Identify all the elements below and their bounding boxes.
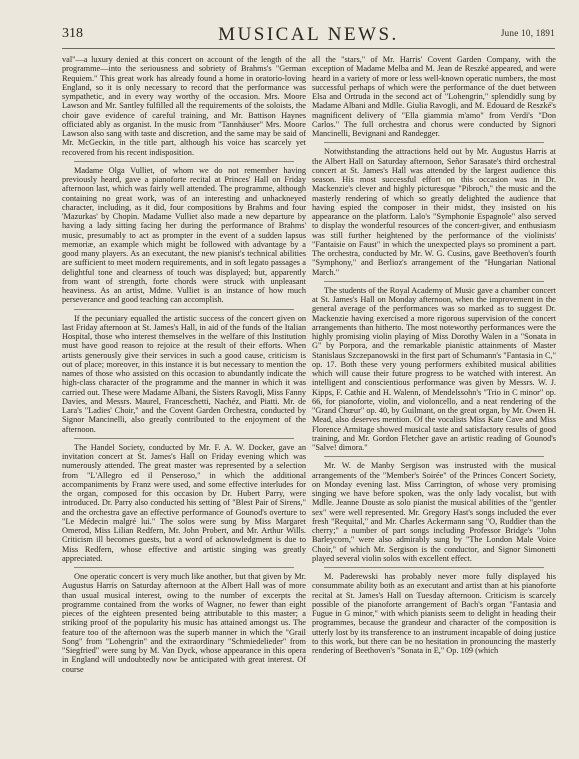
- section-divider: [324, 567, 544, 568]
- article-paragraph: val"—a luxury denied at this concert on account of the length of the programme—into the seriousness and sobriety of Brahms's "German Requiem." This great work has already found a home in oratorio-loving England, so it is only necessary to record that the performance was sympathetic, and in every way worthy of the occasion. Mrs. Moore Lawson and Mr. Santley fulfilled all the requirements of the soloists, the choir gave evidence of careful training, and Mr. Battison Haynes officiated ably as organist. In the music from "Tannhäuser" Mrs. Moore Lawson also sang with taste and discretion, and the same may be said of Mr. McGeckin, in the title part, although his voice has scarcely yet recovered from his recent indisposition.: [62, 55, 306, 157]
- article-paragraph: Madame Olga Vulliet, of whom we do not remember having previously heard, gave a pianoforte recital at Princes' Hall on Friday afternoon last, which was fairly well attended. The programme, although containing no great work, was of an interesting and unhackneyed character, including, as it did, four compositions by Brahms and four 'Mazurkas' by Chopin. Madame Vulliet also made a new departure by having a lady sitting facing her during the performance of Brahms' music, presumably to act as prompter in the event of a sudden lapsus memoriæ, an example which might be followed with advantage by a good many players. As an executant, the new pianist's technical abilities are sufficient to meet modern requirements, and in soft legato passages a delightful tone and clearness of touch was displayed; but, apparently from want of strength, forte chords were struck with unpleasant heaviness. As an artist, Mdme. Vulliet is an instance of how much perseverance and good teaching can accomplish.: [62, 165, 306, 305]
- section-divider: [74, 161, 294, 162]
- article-paragraph: The Handel Society, conducted by Mr. F. A. W. Docker, gave an invitation concert at St. James's Hall on Friday evening which was numerously attended. The great master was represented by a selection from "L'Allegro ed il Penseroso," in which the additional accompaniments by Franz were used, and some effective interludes for the organ, composed for this occasion by Dr. Hubert Parry, were introduced. Dr. Parry also conducted his setting of "Blest Pair of Sirens," and the orchestra gave an effective performance of Gounod's overture to "Le Médecin malgré lui." The solos were sung by Miss Margaret Omerod, Miss Lilian Redfern, Mr. John Probert, and Mr. Arthur Wills. Criticism ill becomes guests, but a word of acknowledgment is due to Miss Redfern, whose effective and artistic singing was greatly appreciated.: [62, 442, 306, 563]
- article-paragraph: Notwithstanding the attractions held out by Mr. Augustus Harris at the Albert Hall on Saturday afternoon, Señor Sarasate's third orchestral concert at St. James's Hall was attended by the largest audience this season. His most successful effort on this occasion was in Dr. Mackenzie's clever and highly picturesque "Pibroch," the music and the masterly rendering of which so greatly delighted the audience that having espied the composer in their midst, they insisted on his appearance on the platform. Lalo's "Symphonie Espagnole" also served to display the wonderful resources of the concert-giver, and enthusiasm was still further heightened by the performance of the violinists' "Fantaisie on Faust" in which the unexpected plays so prominent a part. The orchestra, conducted by Mr. W. G. Cusins, gave Beethoven's fourth "Symphony," and Berlioz's arrangement of the "Hungarian National March.": [312, 147, 556, 277]
- article-paragraph: If the pecuniary equalled the artistic success of the concert given on last Friday afternoon at St. James's Hall, in aid of the funds of the Italian Hospital, those who interest themselves in the welfare of this Institution must have good reason to rejoice at the result of their efforts. When artists generously give their services in such a good cause, criticism is out of place; moreover, in this instance it is but necessary to mention the names of those who assisted on this occasion to abundantly indicate the high-class character of the programme and the manner in which it was carried out. These were Madame Albani, the Sisters Ravogli, Miss Fanny Davies, and Messrs. Maurel, Franceschetti, Nachéz, and Piatti. Mr. de Lara's "Ladies' Choir," and the Covent Garden Orchestra, conducted by Signor Mancinelli, also greatly contributed to the enjoyment of the afternoon.: [62, 313, 306, 434]
- article-paragraph: Mr. W. de Manby Sergison was instrusted with the musical arrangements of the "Member's Soirée" of the Princes Concert Society, on Monday evening last. Miss Carrington, of whose very promising singing we have before spoken, was the only lady vocalist, but with Mdlle. Jeanne Douste as solo pianist the musical abilities of the "gentler sex" were well represented. Mr. Gregory Hast's songs included the ever fresh "Requital," and Mr. Charles Ackermann sang "O, Ruddier than the cherry;" a number of part songs including Professor Bridge's "John Barleycorn," were also admirably sung by "The London Male Voice Choir," of which Mr. Sergison is the conductor, and Signor Simonetti played several violin solos with excellent effect.: [312, 461, 556, 563]
- right-column: [312, 55, 556, 755]
- section-divider: [74, 309, 294, 310]
- header-rule: [62, 48, 555, 49]
- section-divider: [324, 456, 544, 457]
- page-number: 318: [62, 26, 83, 41]
- section-divider: [74, 438, 294, 439]
- page-header: [62, 22, 555, 46]
- left-column: [62, 55, 306, 755]
- section-divider: [324, 142, 544, 143]
- section-divider: [324, 281, 544, 282]
- article-paragraph: The students of the Royal Academy of Music gave a chamber concert at St. James's Hall on Monday afternoon, when the improvement in the general average of the performances was so marked as to suggest Dr. Mackenzie having exercised a more rigorous supervision of the concert arrangements than hitherto. The most noteworthy performances were the highly promising violin playing of Miss Dorothy Walen in a "Sonata in G" by Porpora, and the remarkable pianistic attainments of Master Stanislaus Szczepanowski in the first part of Schumann's "Fantasia in C," op. 17. Both these very young performers exhibited musical abilities which will cause their future progress to be watched with interest. An intelligent and conscientious performance was given by Messrs. W. J. Kipps, F. Cathie and H. Walenn, of Mendelssohn's "Trio in C minor" op. 66, for pianoforte, violin, and violoncello, and a neat rendering of the "Grand Chœur" op. 40, by Guilmant, on the great organ, by Mr. Owen H. Mead, also deserves mention. Of the vocalists Miss Kate Cave and Miss Florence Armitage showed musical taste and satisfactory results of good training, and Mr. Gordon Fletcher gave an artistic reading of Gounod's "Salve! dimora.": [312, 285, 556, 452]
- article-paragraph: M. Paderewski has probably never more fully displayed his consummate ability both as an executant and artist than at his pianoforte recital at St. James's Hall on Tuesday afternoon. Criticism is scarcely possible of the pianoforte arrangement of Bach's organ "Fantasia and Fugue in G minor," with which pianists seem to delight in heading their programmes, because the grandeur and character of the composition is utterly lost by its transference to an instrument incapable of doing justice to this work, but there can be no hesitation in pronouncing the masterly rendering of Beethoven's "Sonata in E," Op. 109 (which: [312, 572, 556, 655]
- article-paragraph: One operatic concert is very much like another, but that given by Mr. Augustus Harris on Saturday afternoon at the Albert Hall was of more than usual musical interest, owing to the number of excerpts the programme contained from the works of Wagner, no fewer than eight pieces of the eighteen presented being attributable to this master; a striking proof of the popularity his music has attained amongst us. The feature too of the afternoon was the superb manner in which the "Grail Song" from "Lohengrin" and the extraordinary "Schmiedelieder" from "Siegfried" were sung by M. Van Dyck, whose appearance in this opera in England will undoubtedly now be anticipated with great interest. Of course: [62, 572, 306, 674]
- article-paragraph: all the "stars," of Mr. Harris' Covent Garden Company, with the exception of Madame Melba and M. Jean de Reszké appeared, and were heard in a variety of more or less well-known operatic numbers, the most successful perhaps of which were the performance of the duet between Elsa and Ortruda in the second act of "Lohengrin," splendidly sung by Madame Albani and Mdlle. Giulia Ravogli, and M. Edouard de Reszké's magnificent delivery of "Ella giammia m'amo" from Verdi's "Don Carlos." The full orchestra and chorus were conducted by Signori Mancinelli, Bevignani and Randegger.: [312, 55, 556, 138]
- issue-date: June 10, 1891: [500, 28, 555, 38]
- section-divider: [74, 567, 294, 568]
- masthead-title: MUSICAL NEWS.: [218, 24, 399, 45]
